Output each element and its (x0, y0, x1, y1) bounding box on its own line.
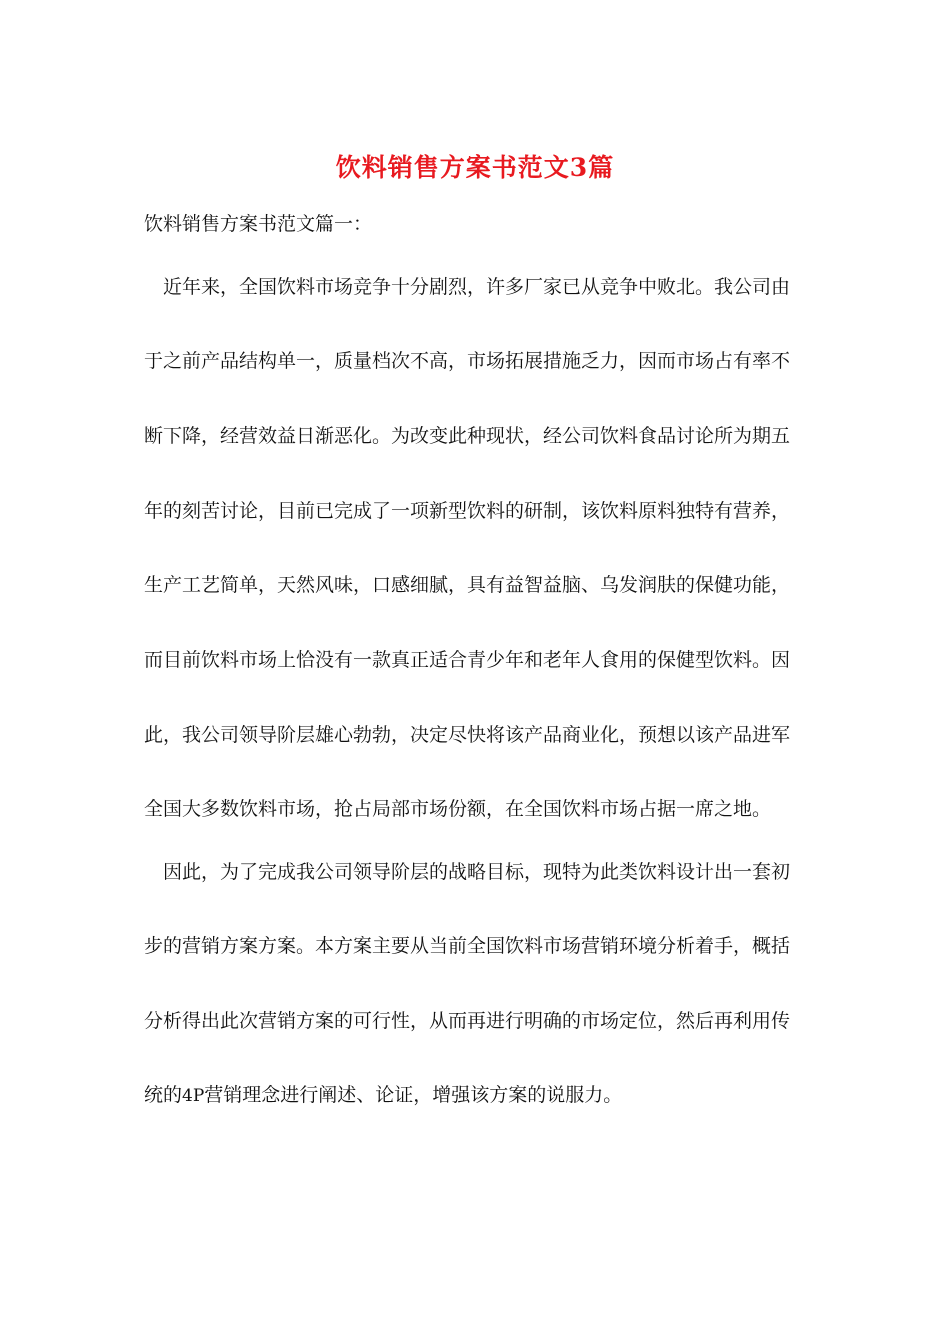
paragraph-line: 而目前饮料市场上恰没有一款真正适合青少年和老年人食用的保健型饮料。因 (144, 649, 791, 671)
paragraph-line: 步的营销方案方案。本方案主要从当前全国饮料市场营销环境分析着手，概括 (144, 935, 791, 957)
paragraph-line: 全国大多数饮料市场，抢占局部市场份额，在全国饮料市场占据一席之地。 (144, 798, 772, 820)
line-text-4p: 4P (182, 1086, 205, 1106)
line-text-prefix: 统的 (144, 1084, 183, 1106)
paragraph-line: 年的刻苦讨论，目前已完成了一项新型饮料的研制，该饮料原料独特有营养， (144, 500, 791, 522)
line-text-suffix: 营销理念进行阐述、论证，增强该方案的说服力。 (204, 1084, 623, 1106)
paragraph-line: 断下降，经营效益日渐恶化。为改变此种现状，经公司饮料食品讨论所为期五 (144, 425, 791, 447)
document-title: 饮料销售方案书范文3篇 (335, 153, 615, 182)
paragraph-line: 分析得出此次营销方案的可行性，从而再进行明确的市场定位，然后再利用传 (144, 1010, 791, 1032)
paragraph-line: 于之前产品结构单一，质量档次不高，市场拓展措施乏力，因而市场占有率不 (144, 350, 791, 372)
paragraph-line: 此，我公司领导阶层雄心勃勃，决定尽快将该产品商业化，预想以该产品进军 (144, 724, 791, 746)
paragraph-line: 因此，为了完成我公司领导阶层的战略目标，现特为此类饮料设计出一套初 (163, 861, 791, 883)
paragraph-line-last (144, 1079, 824, 1112)
section-heading: 饮料销售方案书范文篇一： (144, 213, 373, 235)
paragraph-line: 近年来，全国饮料市场竞争十分剧烈，许多厂家已从竞争中败北。我公司由 (163, 276, 791, 298)
paragraph-line: 生产工艺简单，天然风味，口感细腻，具有益智益脑、乌发润肤的保健功能， (144, 574, 791, 596)
